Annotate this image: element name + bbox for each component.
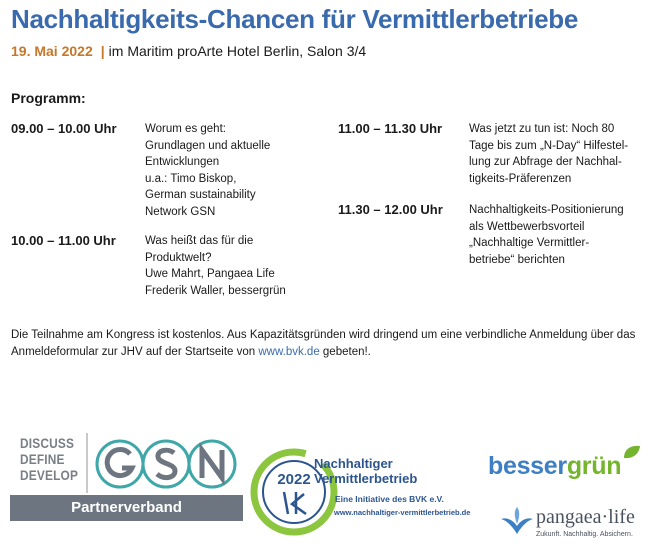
bessergruen-part1: besser (488, 452, 567, 480)
bird-icon (500, 506, 534, 536)
separator: | (100, 43, 105, 59)
page-title: Nachhaltigkeits-Chancen für Vermittlerbetriebe (11, 4, 579, 34)
event-location: im Maritim proArte Hotel Berlin, Salon 3/4 (108, 43, 367, 59)
initiative-title (314, 456, 417, 486)
slot-description: Was jetzt zu tun ist: Noch 80 Tage bis zum „N-Day“ Hilfestel- lung zur Abfrage der Nachhal- tigkeits-Präferenzen (469, 123, 629, 185)
pangaea-name: pangaea·life (536, 506, 635, 528)
initiative-year: 2022 (277, 471, 311, 488)
initiative-logo (248, 444, 483, 541)
program-heading: Programm: (11, 90, 86, 106)
bvk-link[interactable]: www.bvk.de (258, 346, 320, 358)
gsn-band: Partnerverband (10, 495, 243, 521)
pangaea-claim: Zukunft. Nachhaltig. Absichern. (536, 531, 633, 538)
slot-description: Nachhaltigkeits-Positionierung als Wettbewerbsvorteil „Nachhaltige Vermittler- betriebe“ berichten (469, 204, 624, 266)
slot-description: Was heißt das für die Produktwelt? Uwe Mahrt, Pangaea Life Frederik Waller, bessergrün (145, 235, 286, 297)
initiative-title-line: Vermittlerbetrieb (314, 471, 418, 486)
pangaea-life-logo (488, 504, 656, 544)
initiative-subtitle: Eine Initiative des BVK e.V. (335, 494, 444, 504)
gsn-claim (20, 435, 78, 483)
initiative-title-line: Nachhaltiger (314, 456, 393, 471)
slot-time: 09.00 – 10.00 Uhr (11, 121, 117, 136)
initiative-url: www.nachhaltiger-vermittlerbetrieb.de (334, 508, 471, 517)
gsn-claim-line: DEFINE (20, 451, 65, 467)
gsn-claim-line: DEVELOP (20, 467, 79, 483)
gsn-letters-mark (94, 436, 239, 492)
note-text-end: gebeten!. (319, 346, 371, 358)
leaf-icon (622, 444, 642, 460)
slot-description: Worum es geht: Grundlagen und aktuelle Entwicklungen u.a.: Timo Biskop, German sustainability Network GSN (145, 123, 271, 218)
gsn-claim-line: DISCUSS (20, 435, 75, 451)
slot-time: 11.30 – 12.00 Uhr (338, 202, 443, 217)
event-date: 19. Mai 2022 (11, 43, 93, 59)
note-text: Die Teilnahme am Kongress ist kostenlos. Aus Kapazitätsgründen wird dringend um eine verbindliche Anmeldung über das Anmeldeformular zur JHV auf der Startseite von (11, 329, 636, 358)
registration-note (11, 327, 651, 361)
slot-time: 11.00 – 11.30 Uhr (338, 121, 443, 136)
gsn-divider (86, 433, 88, 493)
event-info (11, 43, 366, 59)
slot-time: 10.00 – 11.00 Uhr (11, 233, 116, 248)
bessergruen-logo (488, 452, 621, 481)
gsn-logo (10, 429, 243, 522)
bessergruen-part2: grün (566, 452, 622, 480)
